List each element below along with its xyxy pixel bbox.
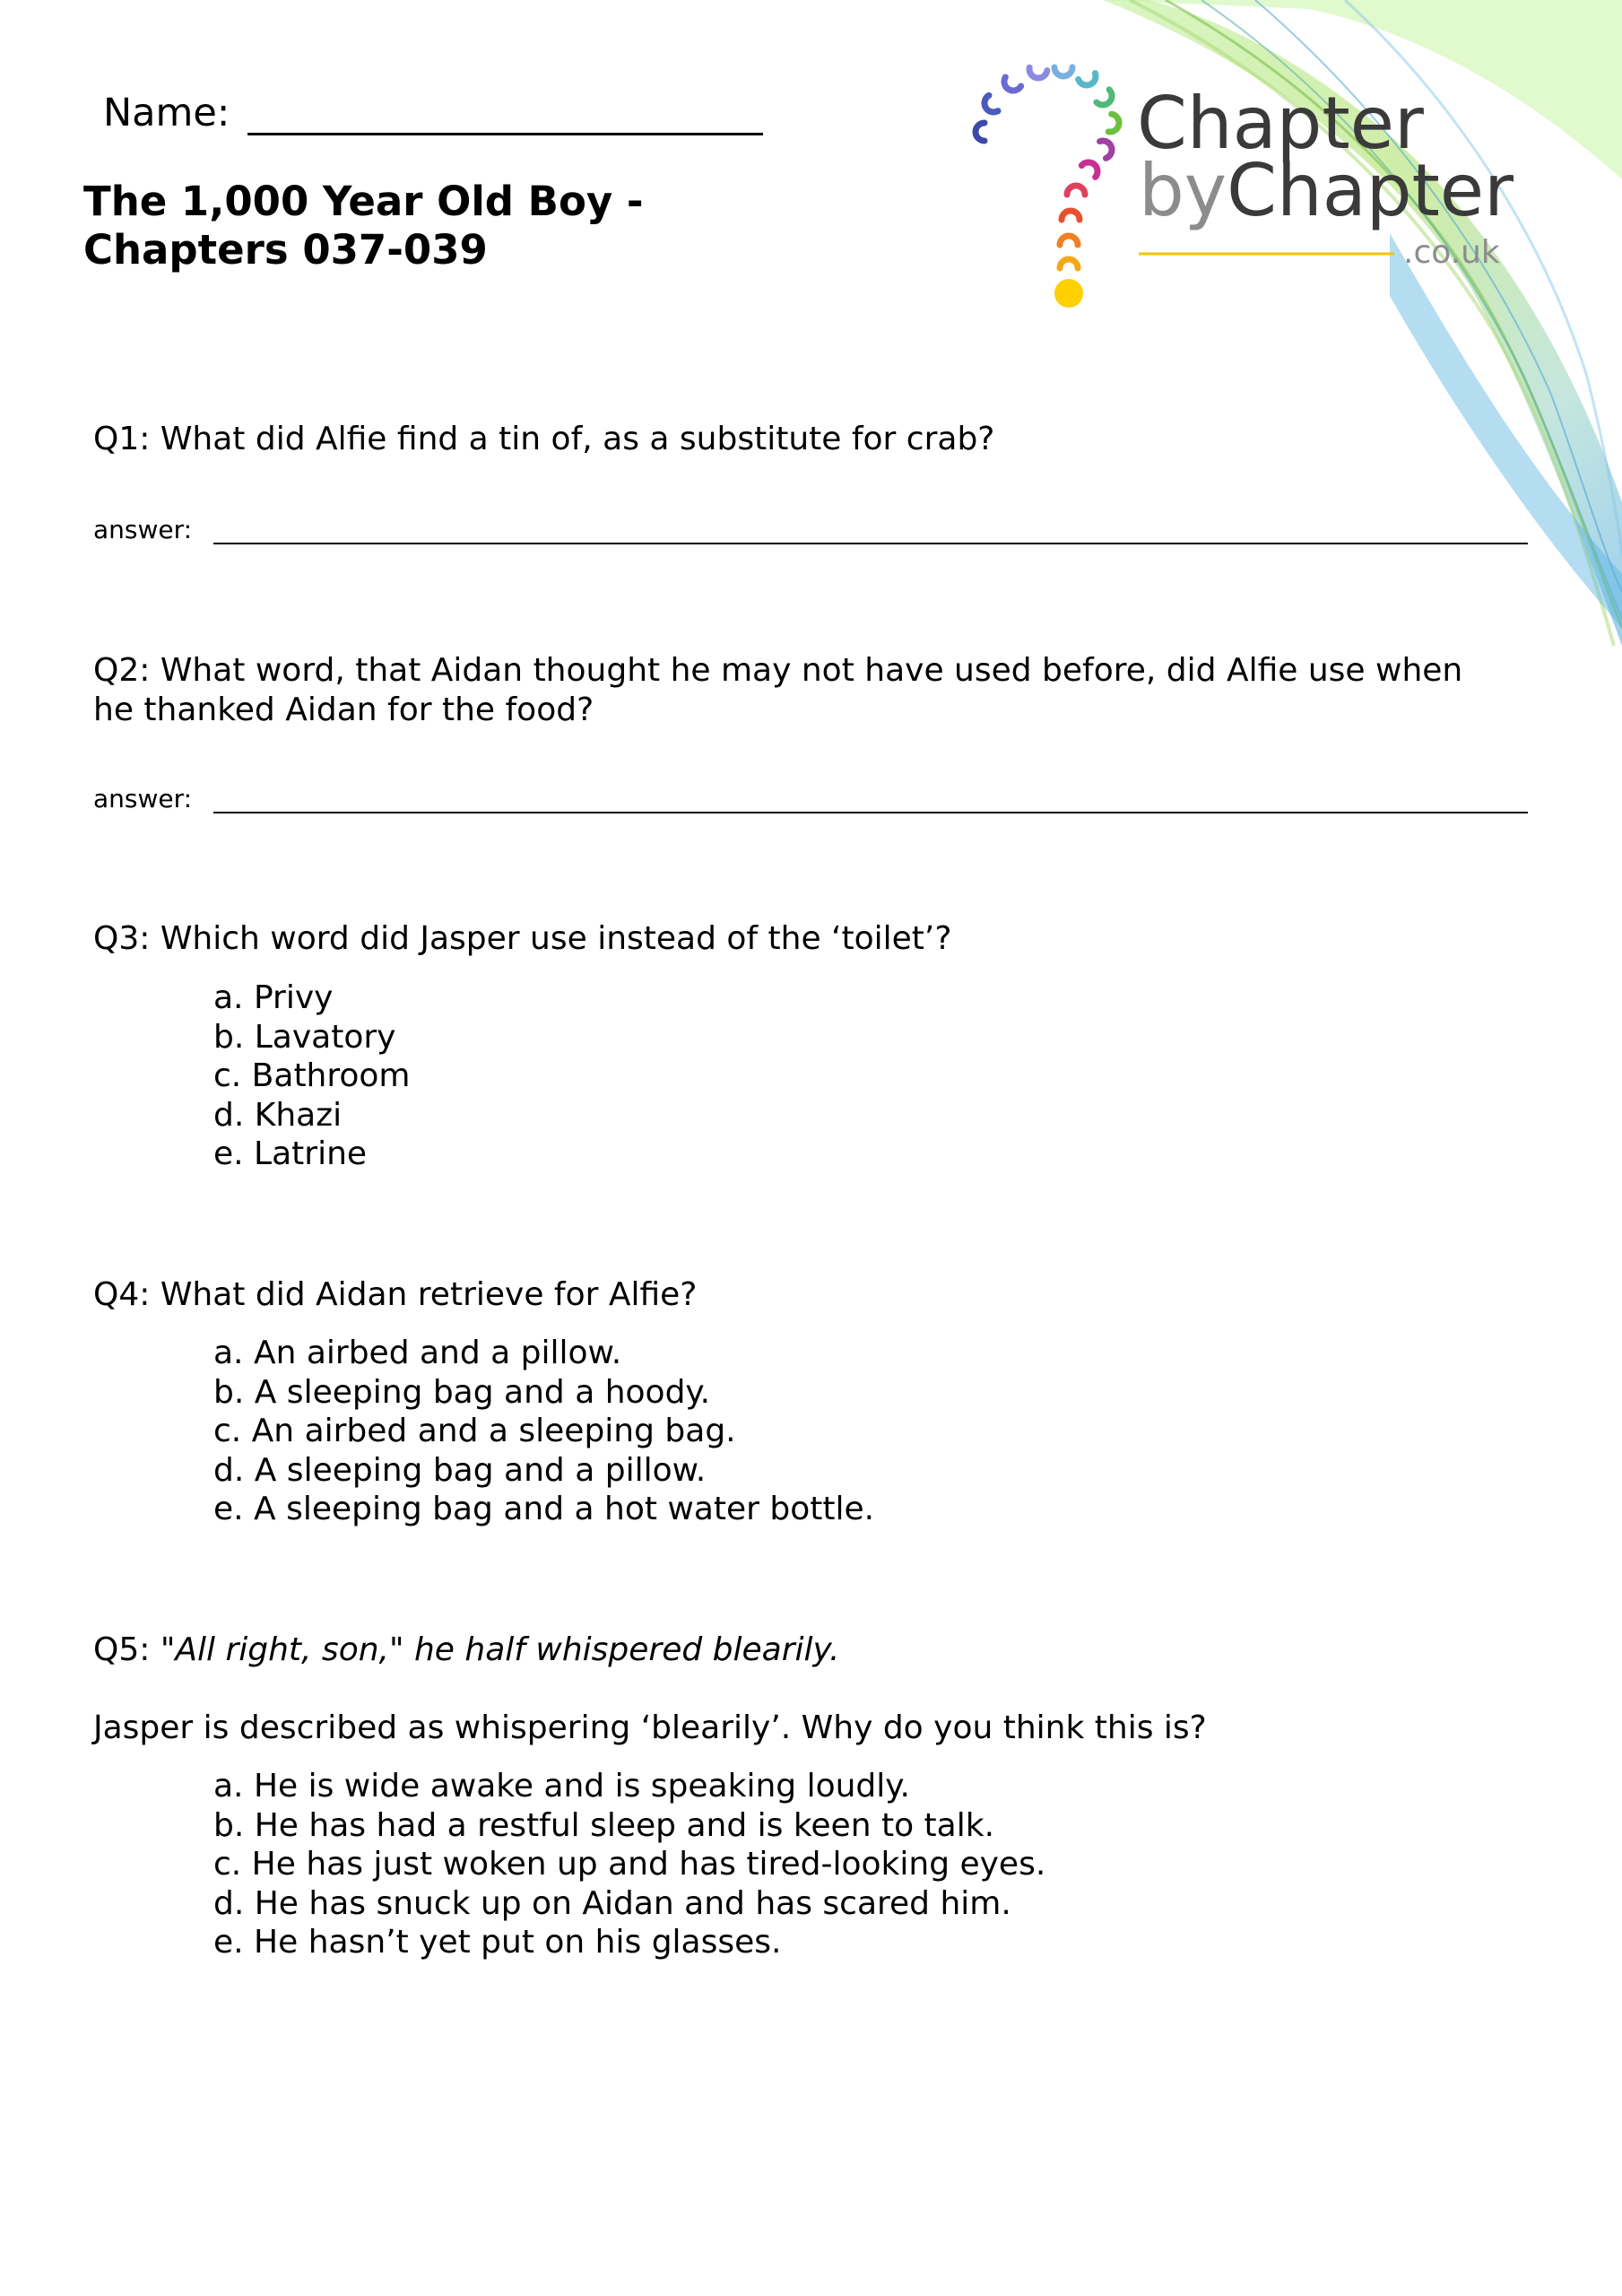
name-row xyxy=(103,90,763,135)
option-e[interactable]: e. A sleeping bag and a hot water bottle. xyxy=(213,1491,875,1527)
logo-dot xyxy=(1054,279,1083,308)
option-a[interactable]: a. An airbed and a pillow. xyxy=(213,1335,622,1371)
worksheet-title xyxy=(83,178,644,274)
option-d[interactable]: d. He has snuck up on Aidan and has scared him. xyxy=(213,1884,1011,1922)
option-b[interactable]: b. He has had a restful sleep and is keen to talk. xyxy=(213,1806,995,1844)
name-label: Name: xyxy=(103,91,230,135)
answer-line-2[interactable] xyxy=(213,788,1528,813)
answer-row-1 xyxy=(93,515,1528,544)
question-5-quote-text: "All right, son," he half whispered blearily. xyxy=(160,1631,840,1668)
question-3-options xyxy=(213,978,411,1174)
question-2-line-2: he thanked Aidan for the food? xyxy=(93,691,594,728)
chapter-by-chapter-logo xyxy=(959,49,1551,318)
option-e[interactable]: e. Latrine xyxy=(213,1135,368,1172)
question-3: Q3: Which word did Jasper use instead of the ‘toilet’? xyxy=(93,920,952,957)
answer-label: answer: xyxy=(93,515,193,544)
answer-label: answer: xyxy=(93,784,193,813)
option-d[interactable]: d. Khazi xyxy=(213,1096,343,1134)
answer-line-1[interactable] xyxy=(213,519,1528,544)
question-4-options xyxy=(213,1334,874,1529)
question-2-line-1: Q2: What word, that Aidan thought he may not have used before, did Alfie use when xyxy=(93,652,1463,689)
question-5: Jasper is described as whispering ‘blearily’. Why do you think this is? xyxy=(93,1709,1207,1746)
option-a[interactable]: a. He is wide awake and is speaking loudly. xyxy=(213,1768,910,1805)
logo-text-chapter: Chapter xyxy=(1137,82,1424,165)
question-5-options xyxy=(213,1767,1045,1962)
option-e[interactable]: e. He hasn’t yet put on his glasses. xyxy=(213,1924,782,1961)
question-1: Q1: What did Alfie find a tin of, as a substitute for crab? xyxy=(93,421,995,457)
question-5-quote xyxy=(93,1631,1546,1670)
option-c[interactable]: c. He has just woken up and has tired-looking eyes. xyxy=(213,1846,1046,1883)
name-input-line[interactable] xyxy=(247,90,763,135)
option-c[interactable]: c. An airbed and a sleeping bag. xyxy=(213,1413,736,1449)
question-2 xyxy=(93,651,1546,730)
logo-text-bychapter: byChapter xyxy=(1139,149,1514,232)
book-arc-icon xyxy=(976,67,1121,268)
title-line-1: The 1,000 Year Old Boy - xyxy=(83,178,644,225)
option-c[interactable]: c. Bathroom xyxy=(213,1057,411,1094)
option-d[interactable]: d. A sleeping bag and a pillow. xyxy=(213,1451,707,1489)
question-5-prefix: Q5: xyxy=(93,1631,151,1668)
logo-text-domain: .co.uk xyxy=(1403,234,1500,271)
option-b[interactable]: b. Lavatory xyxy=(213,1018,396,1056)
answer-row-2 xyxy=(93,784,1528,813)
question-4: Q4: What did Aidan retrieve for Alfie? xyxy=(93,1276,698,1313)
title-line-2: Chapters 037-039 xyxy=(83,226,488,274)
option-b[interactable]: b. A sleeping bag and a hoody. xyxy=(213,1373,711,1411)
option-a[interactable]: a. Privy xyxy=(213,979,334,1016)
